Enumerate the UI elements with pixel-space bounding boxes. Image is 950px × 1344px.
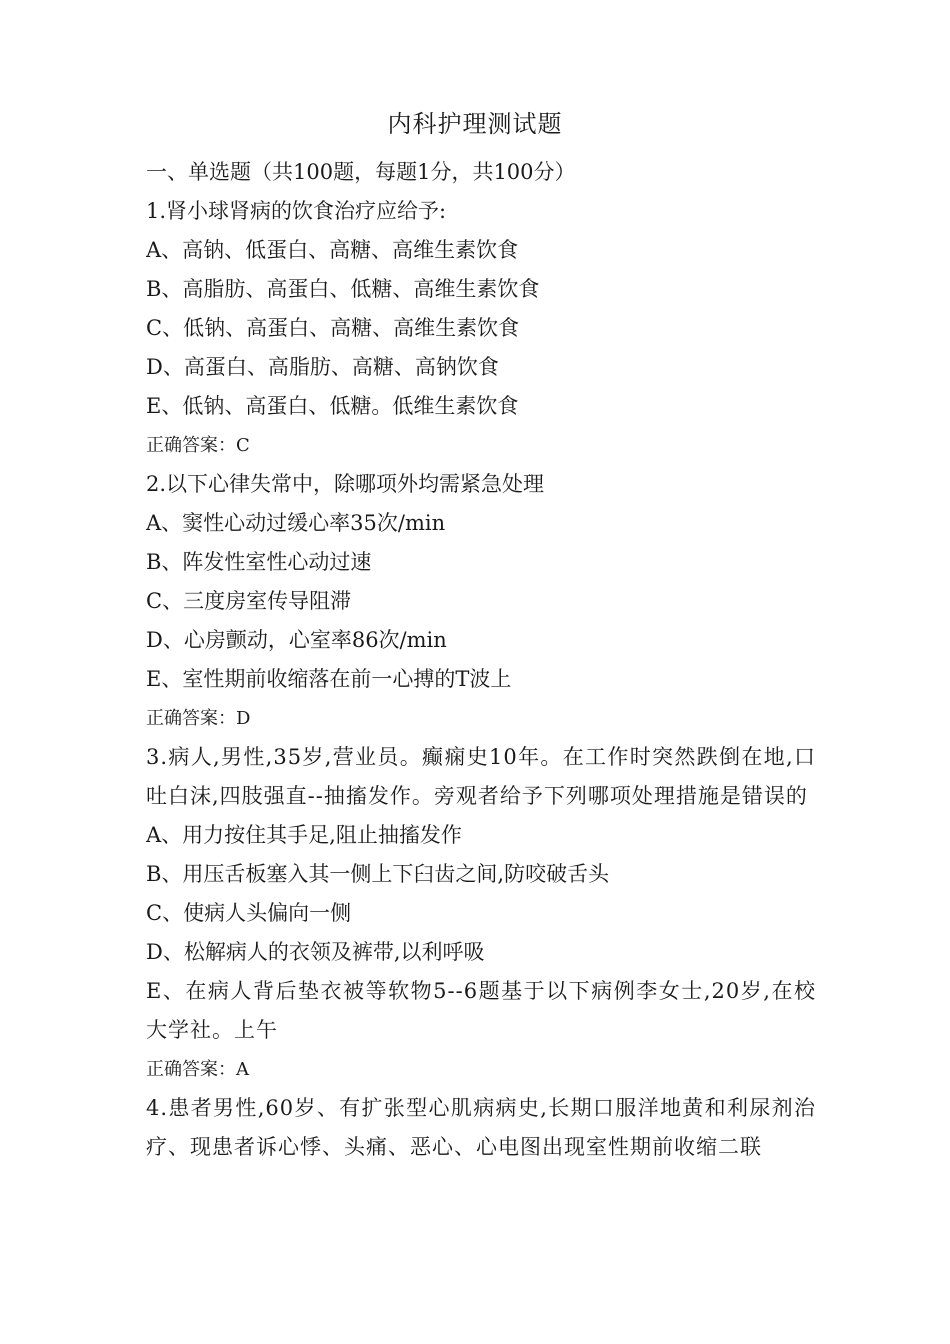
- answer-option: A、窦性心动过缓心率35次/min: [146, 511, 446, 535]
- answer-option: B、用压舌板塞入其一侧上下臼齿之间,防咬破舌头: [146, 862, 610, 886]
- answer-option: A、高钠、低蛋白、高糖、高维生素饮食: [146, 238, 519, 262]
- correct-answer: 正确答案：C: [146, 435, 250, 456]
- answer-option: E、在病人背后垫衣被等软物5--6题基于以下病例李女士,20岁,在校大学社。上午: [146, 979, 816, 1042]
- answer-option: B、阵发性室性心动过速: [146, 550, 372, 574]
- answer-option: C、三度房室传导阻滞: [146, 589, 352, 613]
- section-heading: 一、单选题（共100题，每题1分，共100分）: [146, 160, 576, 184]
- answer-option: D、心房颤动，心室率86次/min: [146, 628, 447, 652]
- question-stem: 1.肾小球肾病的饮食治疗应给予:: [146, 199, 447, 223]
- answer-option: B、高脂肪、高蛋白、低糖、高维生素饮食: [146, 277, 540, 301]
- answer-option: D、高蛋白、高脂肪、高糖、高钠饮食: [146, 355, 499, 379]
- answer-option: E、低钠、高蛋白、低糖。低维生素饮食: [146, 394, 519, 418]
- question-stem: 3.病人,男性,35岁,营业员。癫痫史10年。在工作时突然跌倒在地,口吐白沫,四肢强直--抽搐发作。旁观者给予下列哪项处理措施是错误的: [146, 745, 816, 808]
- answer-option: A、用力按住其手足,阻止抽搐发作: [146, 823, 462, 847]
- correct-answer: 正确答案：A: [146, 1059, 249, 1080]
- answer-option: D、松解病人的衣领及裤带,以利呼吸: [146, 940, 485, 964]
- correct-answer: 正确答案：D: [146, 708, 251, 729]
- question-stem: 2.以下心律失常中，除哪项外均需紧急处理: [146, 472, 545, 496]
- answer-option: C、低钠、高蛋白、高糖、高维生素饮食: [146, 316, 520, 340]
- document-body: [146, 153, 816, 1167]
- answer-option: E、室性期前收缩落在前一心搏的T波上: [146, 667, 512, 691]
- question-stem: 4.患者男性,60岁、有扩张型心肌病病史,长期口服洋地黄和利尿剂治疗、现患者诉心悸、头痛、恶心、心电图出现室性期前收缩二联: [146, 1096, 816, 1159]
- document-title: 内科护理测试题: [387, 110, 563, 138]
- answer-option: C、使病人头偏向一侧: [146, 901, 352, 925]
